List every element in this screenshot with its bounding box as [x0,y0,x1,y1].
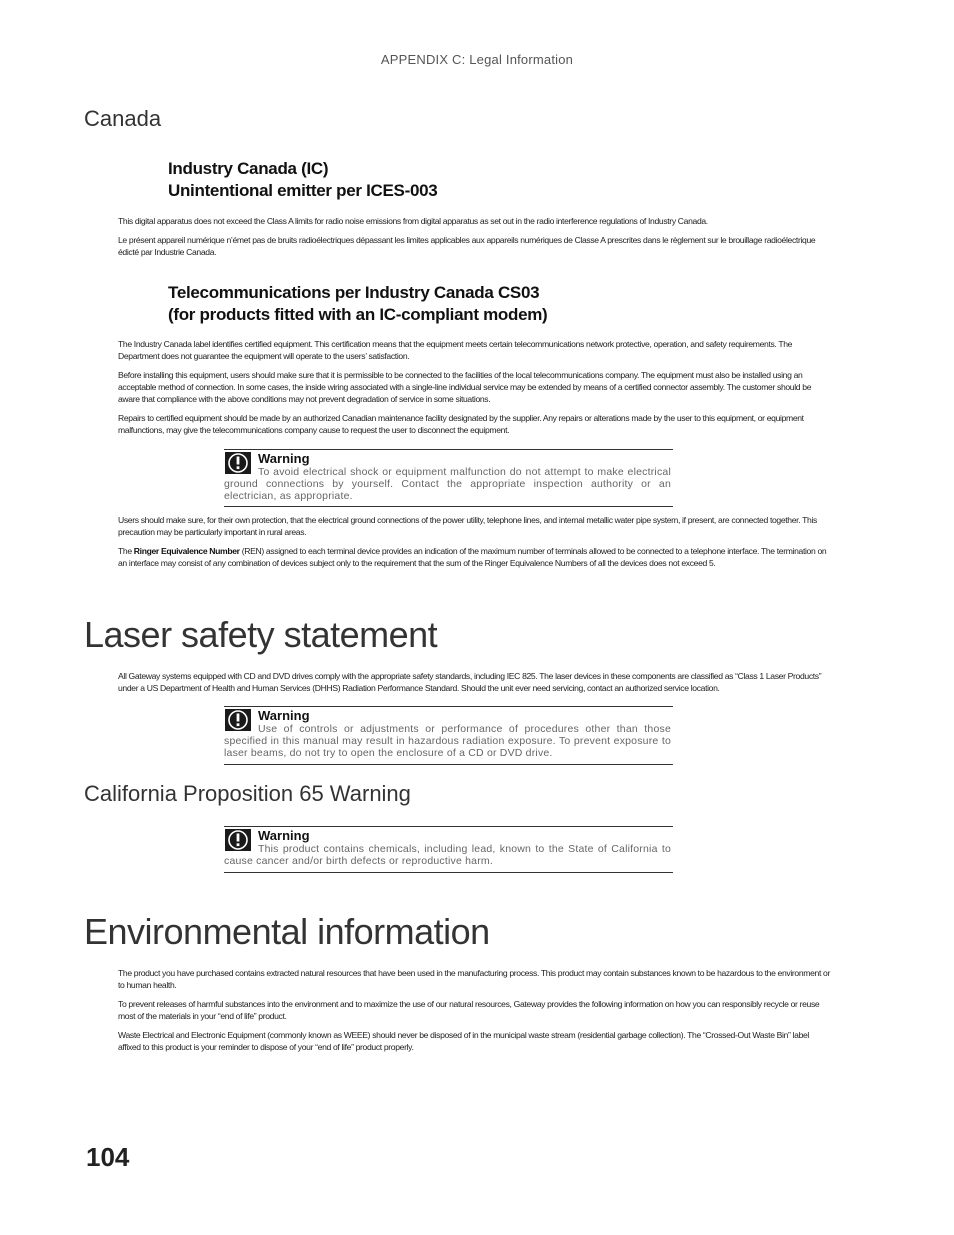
warning-text: This product contains chemicals, including lead, known to the State of California to cause cancer and/or birth defects or reproductive harm. [224,843,671,867]
telecom-heading [168,282,547,326]
ren-prefix: The [118,546,134,556]
ic-body [118,215,832,265]
ic-paragraph-fr: Le présent appareil numérique n’émet pas de bruits radioélectriques dépassant les limites applicables aux appareils numériques de Classe A prescrites dans le règlement sur le brouillage radioélectrique édicté par Industrie Canada. [118,235,816,257]
warning-text: To avoid electrical shock or equipment malfunction do not attempt to make electrical ground connections by yourself. Contact the appropriate inspection authority or an electrician, as appropriate. [224,466,671,502]
telecom-heading-line2: (for products fitted with an IC-compliant modem) [168,305,548,324]
section-title-laser: Laser safety statement [84,614,438,655]
ic-heading-line1: Industry Canada (IC) [168,159,329,178]
warning-icon [225,709,251,731]
ic-paragraph: This digital apparatus does not exceed the Class A limits for radio noise emissions from digital apparatus as set out in the radio interference regulations of Industry Canada. [118,216,708,226]
telecom-paragraph-2: Before installing this equipment, users should make sure that it is permissible to be connected to the facilities of the local telecommunications company. The equipment must also be installed using an acceptable method of connection. In some cases, the inside wiring associated with a single-line individual service may be extended by means of a certified connector assembly. The customer should be aware that compliance with the above conditions may not prevent degradation of service in some situations. [118,370,812,404]
section-title-environment: Environmental information [84,911,490,952]
page-header: APPENDIX C: Legal Information [380,52,574,67]
warning-icon [225,452,251,474]
telecom-body [118,338,832,443]
telecom-body-2 [118,514,832,576]
warning-box-laser [224,706,673,765]
warning-box-california [224,826,673,873]
warning-box-ground [224,449,673,507]
laser-body [118,670,832,701]
telecom-paragraph-3: Repairs to certified equipment should be made by an authorized Canadian maintenance facility designated by the supplier. Any repairs or alterations made by the user to this equipment, or equipment malfunctions, may give the telecommunications company cause to request the user to disconnect the equipment. [118,413,804,435]
ic-heading-line2: Unintentional emitter per ICES-003 [168,181,438,200]
telecom-paragraph-5 [118,545,832,569]
ic-heading [168,158,437,202]
environment-body [118,967,832,1060]
laser-paragraph: All Gateway systems equipped with CD and DVD drives comply with the appropriate safety standards, including IEC 825. The laser devices in these components are classified as “Class 1 Laser Products” under a US Department of Health and Human Services (DHHS) Radiation Performance Standard. Should the unit ever need servicing, contact an authorized service location. [118,671,822,693]
section-title-california: California Proposition 65 Warning [84,781,411,806]
warning-title: Warning [258,828,310,843]
ren-rest: (REN) assigned to each terminal device provides an indication of the maximum number of terminals allowed to be connected to a telephone interface. The termination on an interface may consist of any combination of devices subject only to the requirement that the sum of the Ringer Equivalence Numbers of all the devices does not exceed 5. [118,546,827,568]
telecom-heading-line1: Telecommunications per Industry Canada CS03 [168,283,540,302]
warning-title: Warning [258,708,310,723]
environment-paragraph-1: The product you have purchased contains extracted natural resources that have been used in the manufacturing process. This product may contain substances known to be hazardous to the environment or to human health. [118,968,830,990]
warning-icon [225,829,251,851]
environment-paragraph-3: Waste Electrical and Electronic Equipment (commonly known as WEEE) should never be disposed of in the municipal waste stream (residential garbage collection). The “Crossed-Out Waste Bin” label affixed to this product is your reminder to dispose of your “end of life” product properly. [118,1030,809,1052]
warning-text: Use of controls or adjustments or performance of procedures other than those specified in this manual may result in hazardous radiation exposure. To prevent exposure to laser beams, do not try to open the enclosure of a CD or DVD drive. [224,723,671,759]
page-number: 104 [86,1142,130,1172]
warning-title: Warning [258,451,310,466]
section-title-canada: Canada [84,106,162,131]
telecom-paragraph-4: Users should make sure, for their own protection, that the electrical ground connections of the power utility, telephone lines, and internal metallic water pipe system, if present, are connected together. This precaution may be particularly important in rural areas. [118,515,817,537]
telecom-paragraph-1: The Industry Canada label identifies certified equipment. This certification means that the equipment meets certain telecommunications network protective, operation, and safety requirements. The Department does not guarantee the equipment will operate to the users’ satisfaction. [118,339,793,361]
ren-term: Ringer Equivalence Number [133,546,240,556]
environment-paragraph-2: To prevent releases of harmful substances into the environment and to maximize the use of our natural resources, Gateway provides the following information on how you can responsibly recycle or reuse most of the materials in your “end of life” product. [118,999,820,1021]
